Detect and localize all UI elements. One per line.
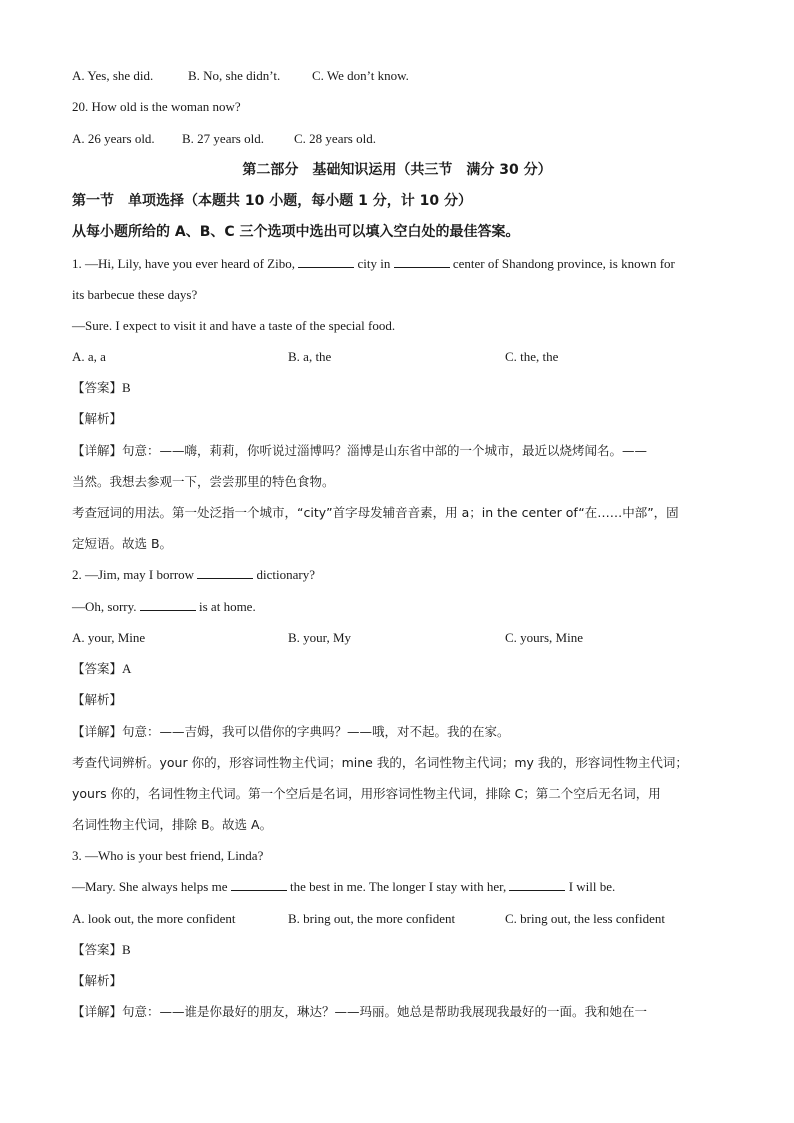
q2-stem-line1 xyxy=(72,566,315,584)
q1-detail-line3: 考查冠词的用法。第一处泛指一个城市，“city”首字母发辅音音素，用 a；in the center of“在……中部”，固 xyxy=(72,505,679,520)
q20-option-b: B. 27 years old. xyxy=(182,131,264,146)
q3-option-b: B. bring out, the more confident xyxy=(288,911,456,926)
q3-reply-a: —Mary. She always helps me xyxy=(72,879,231,894)
q3-blank-2 xyxy=(509,878,565,891)
q3-detail-line1 xyxy=(72,1003,647,1021)
q1-analysis-label: 【解析】 xyxy=(72,411,123,426)
q3-reply-c: I will be. xyxy=(565,879,616,894)
q2-reply-b: is at home. xyxy=(195,599,256,614)
q1-option-b: B. a, the xyxy=(288,349,332,364)
q2-detail-text1: 句意：——吉姆，我可以借你的字典吗？——哦，对不起。我的在家。 xyxy=(122,724,510,739)
q1-stem-line2: its barbecue these days? xyxy=(72,287,198,302)
q1-detail-line2: 当然。我想去参观一下，尝尝那里的特色食物。 xyxy=(72,474,335,489)
q3-blank-1 xyxy=(231,878,287,891)
q1-text-a: 1. —Hi, Lily, have you ever heard of Zibo, xyxy=(72,256,299,271)
q2-detail-line3: yours 你的，名词性物主代词。第一个空后是名词，用形容词性物主代词，排除 C；第二个空后无名词，用 xyxy=(72,786,661,801)
q19-option-c: C. We don’t know. xyxy=(312,68,409,83)
q3-stem-line1: 3. —Who is your best friend, Linda? xyxy=(72,848,264,863)
q3-detail-text1: 句意：——谁是你最好的朋友，琳达？——玛丽。她总是帮助我展现我最好的一面。我和她在一 xyxy=(122,1004,648,1019)
q3-option-a: A. look out, the more confident xyxy=(72,911,236,926)
q3-analysis-label: 【解析】 xyxy=(72,973,123,988)
q2-option-c: C. yours, Mine xyxy=(505,630,583,645)
q2-detail-line1 xyxy=(72,723,510,741)
q2-analysis-label: 【解析】 xyxy=(72,692,123,707)
detail-label: 【详解】 xyxy=(72,443,123,458)
q1-answer xyxy=(72,379,131,397)
q1-blank-1 xyxy=(298,255,354,268)
q2-option-a: A. your, Mine xyxy=(72,630,146,645)
answer-label: 【答案】 xyxy=(72,942,123,957)
q1-detail-text1: 句意：——嗨，莉莉，你听说过淄博吗？淄博是山东省中部的一个城市，最近以烧烤闻名。—— xyxy=(122,443,648,458)
q2-option-b: B. your, My xyxy=(288,630,352,645)
q2-answer xyxy=(72,660,131,678)
q19-option-a: A. Yes, she did. xyxy=(72,68,154,83)
q2-blank-2 xyxy=(140,598,196,611)
part2-title: 第二部分 基础知识运用（共三节 满分 30 分） xyxy=(242,162,552,178)
q20-question: 20. How old is the woman now? xyxy=(72,99,241,114)
q2-text-b: dictionary? xyxy=(253,567,316,582)
q20-option-c: C. 28 years old. xyxy=(294,131,376,146)
q3-reply xyxy=(72,878,615,896)
answer-label: 【答案】 xyxy=(72,661,123,676)
q1-detail-line4: 定短语。故选 B。 xyxy=(72,536,173,551)
q1-answer-value: B xyxy=(122,380,131,395)
q2-reply-a: —Oh, sorry. xyxy=(72,599,140,614)
q3-answer-value: B xyxy=(122,942,131,957)
q1-text-b: city in xyxy=(354,256,394,271)
q3-answer xyxy=(72,941,131,959)
q2-reply xyxy=(72,598,256,616)
q1-option-a: A. a, a xyxy=(72,349,106,364)
detail-label: 【详解】 xyxy=(72,724,123,739)
answer-label: 【答案】 xyxy=(72,380,123,395)
q1-option-c: C. the, the xyxy=(505,349,559,364)
q3-option-c: C. bring out, the less confident xyxy=(505,911,665,926)
q1-reply: —Sure. I expect to visit it and have a taste of the special food. xyxy=(72,318,396,333)
q1-text-c: center of Shandong province, is known for xyxy=(449,256,675,271)
q2-text-a: 2. —Jim, may I borrow xyxy=(72,567,198,582)
q1-stem-line1 xyxy=(72,255,675,273)
q3-reply-b: the best in me. The longer I stay with her, xyxy=(286,879,510,894)
q1-blank-2 xyxy=(394,255,450,268)
q20-option-a: A. 26 years old. xyxy=(72,131,155,146)
q2-detail-line2: 考查代词辨析。your 你的，形容词性物主代词；mine 我的，名词性物主代词；my 我的，形容词性物主代词； xyxy=(72,755,688,770)
section-instruction: 从每小题所给的 A、B、C 三个选项中选出可以填入空白处的最佳答案。 xyxy=(72,224,520,240)
q2-detail-line4: 名词性物主代词，排除 B。故选 A。 xyxy=(72,817,273,832)
q19-option-b: B. No, she didn’t. xyxy=(188,68,281,83)
section1-title: 第一节 单项选择（本题共 10 小题，每小题 1 分，计 10 分） xyxy=(72,193,472,209)
q2-answer-value: A xyxy=(122,661,132,676)
q1-detail-line1 xyxy=(72,442,647,460)
q2-blank-1 xyxy=(197,566,253,579)
detail-label: 【详解】 xyxy=(72,1004,123,1019)
